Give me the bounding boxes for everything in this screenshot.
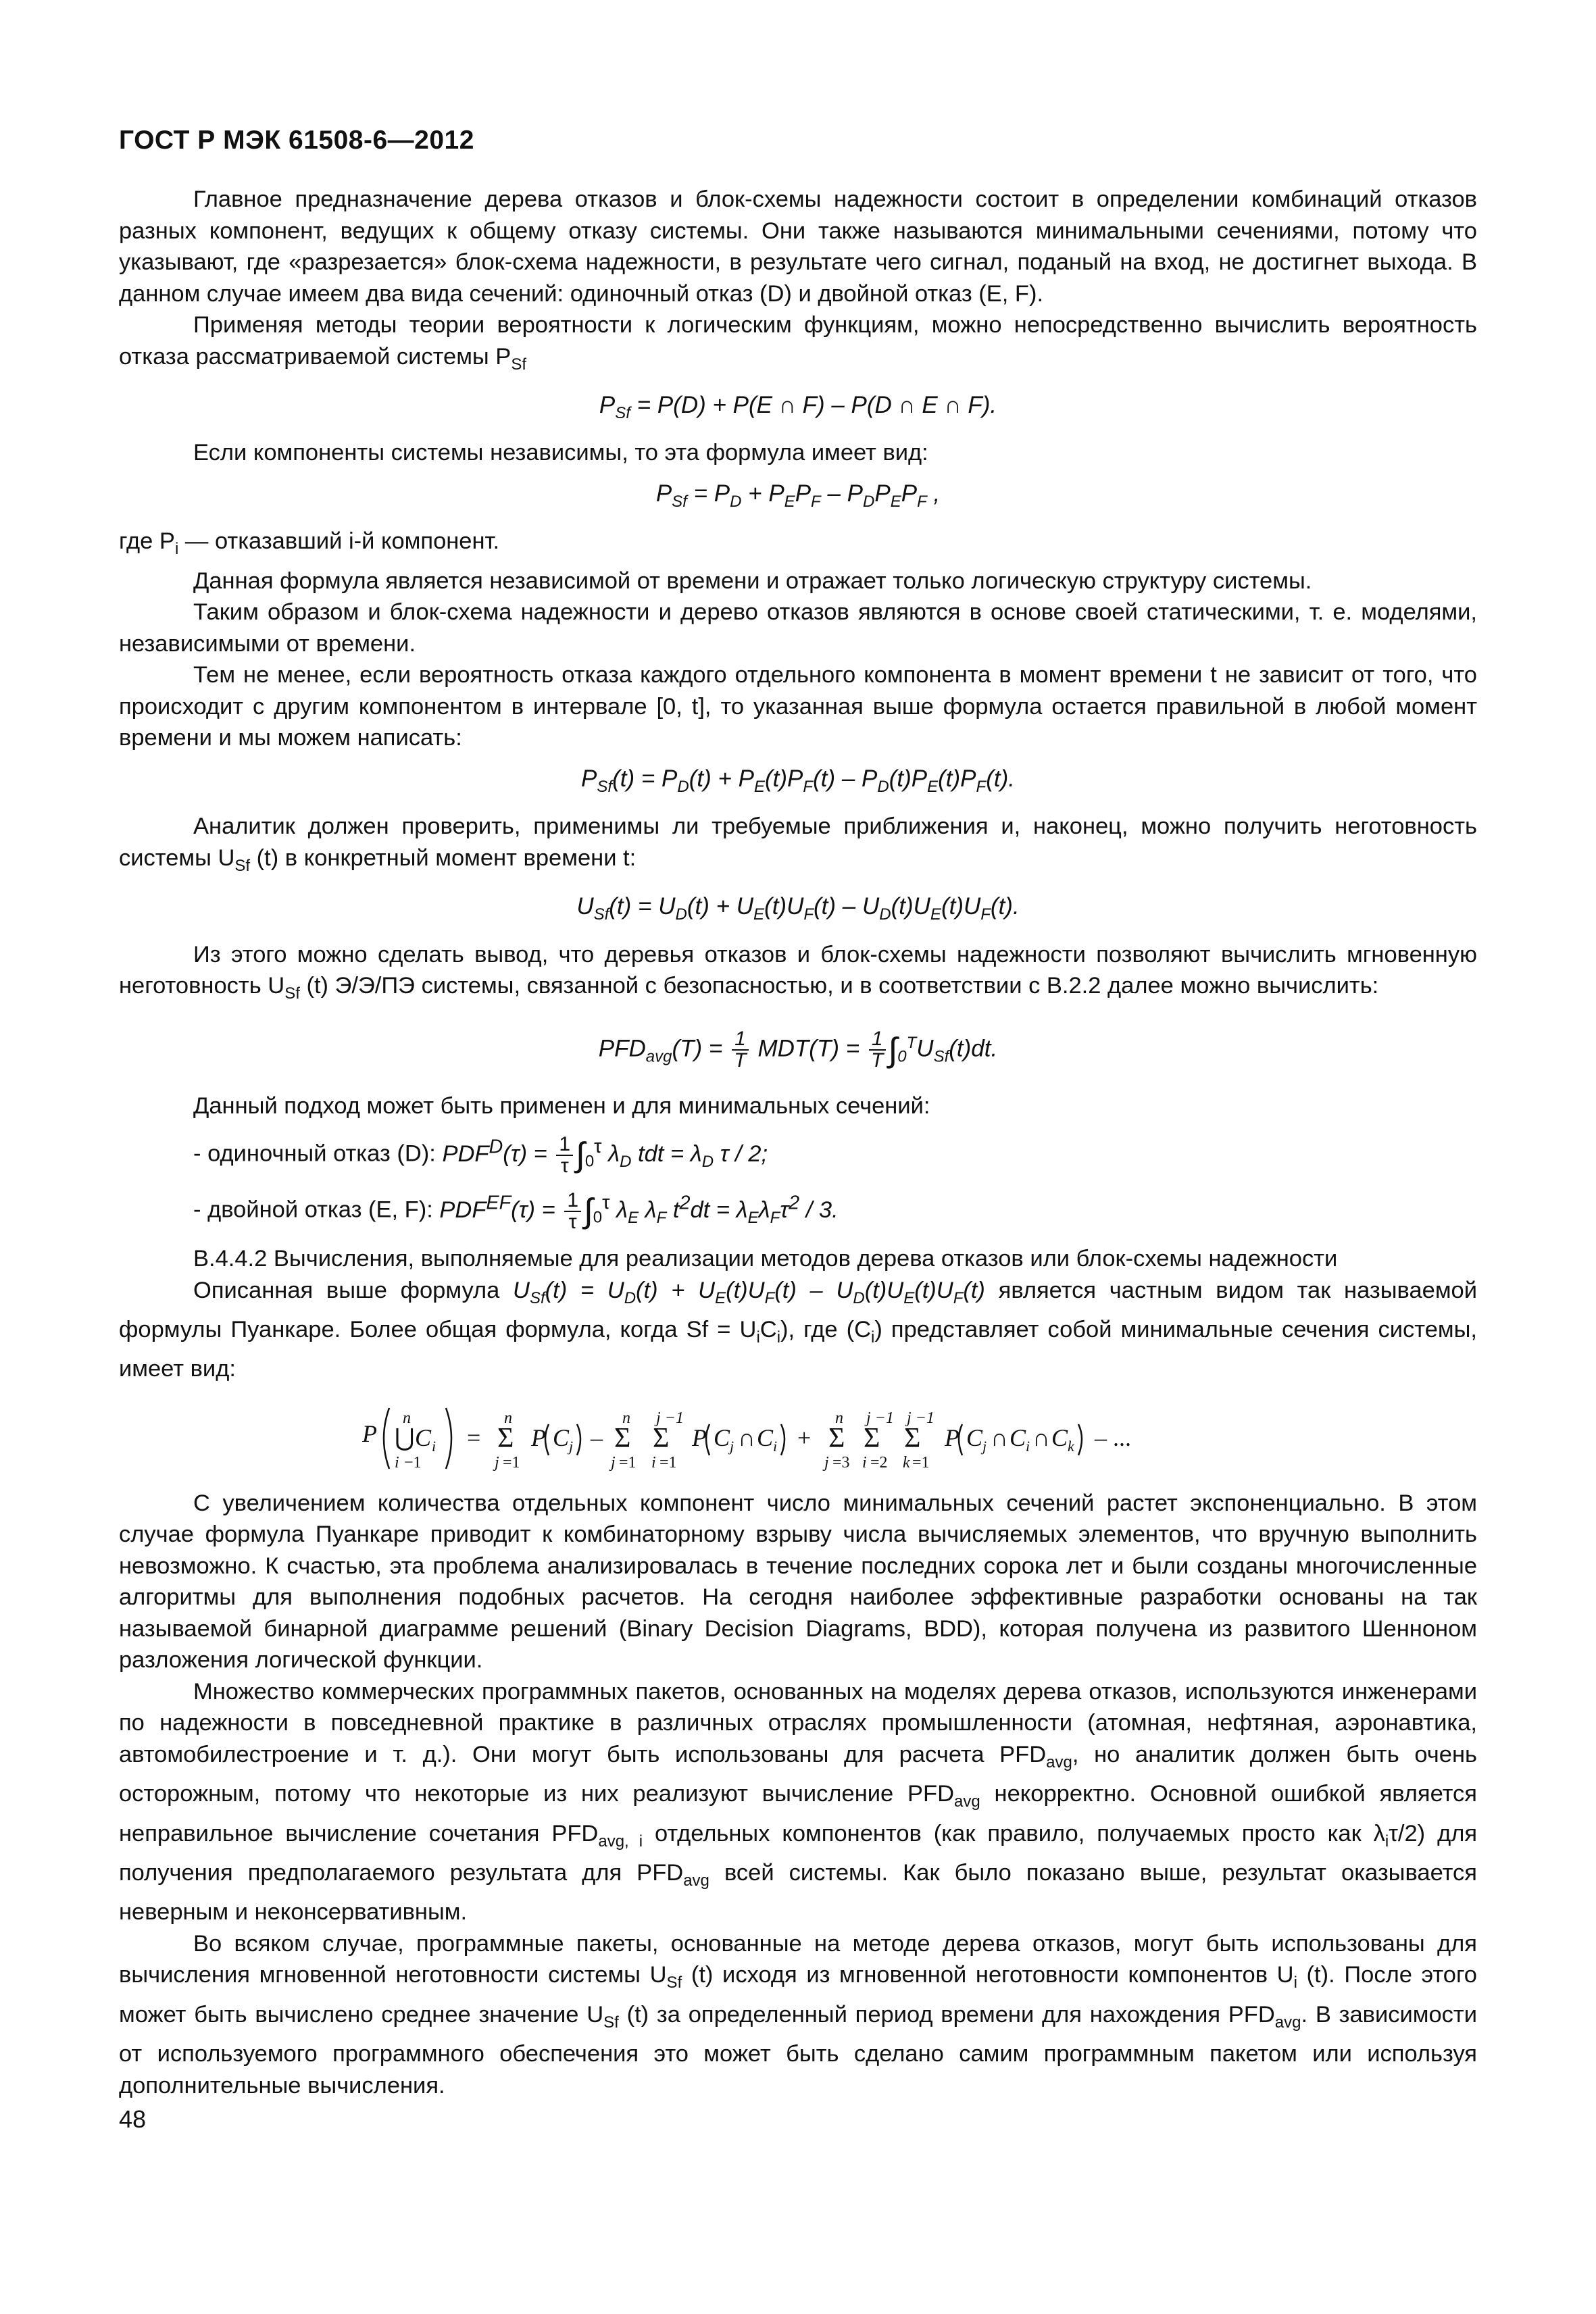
svg-text:=1: =1: [659, 1453, 677, 1472]
svg-text:n: n: [835, 1409, 843, 1427]
svg-text:n: n: [622, 1409, 630, 1427]
svg-text:∩: ∩: [991, 1424, 1008, 1451]
svg-text:C: C: [1051, 1424, 1068, 1451]
svg-text:i: i: [651, 1453, 656, 1472]
paragraph-13: Множество коммерческих программных пакетов, основанных на моделях дерева отказов, используются инженерами по надежности в повседневной практике в различных отраслях промышленности (атомная, нефтяная, аэронавтика, автомобилестроение и т. д.). Они могут быть использованы для расчета $PFD_{avg}$, но аналитик должен быть очень осторожным, потому что некоторые из них реализуют вычисление $PFD_{avg}$ некорректно. Основной ошибкой является неправильное вычисление сочетания $PFD_{avg, i}$ отдельных компонентов (как правило, получаемых просто как $\lambda_i\tau/2$) для получения предполагаемого результата для $PFD_{avg}$ всей системы. Как было показано выше, результат оказывается неверным и неконсервативным.: [119, 1678, 1478, 1926]
svg-text:∩: ∩: [1032, 1424, 1050, 1451]
svg-text:j: j: [730, 1437, 734, 1455]
svg-text:j: j: [611, 1453, 616, 1472]
formula-pfd-avg: $PFD_{avg}(T)$ = $\frac{1}{T}$ MDT(T) = $\frac{1}{T}$ $\int_0^TU_{Sf}(t)dt$.: [598, 1027, 998, 1072]
paragraph-12: С увеличением количества отдельных компонент число минимальных сечений растет экспоненциально. В этом случае формула Пуанкаре приводит к комбинаторному взрыву числа вычисляемых элементов, что вручную выполнить невозможно. К счастью, эта проблема анализировалась в течение последних сорока лет и были созданы многочисленные алгоритмы для выполнения подобных расчетов. На сегодня наиболее эффективные разработки основаны на так называемой бинарной диаграмме решений (Binary Decision Diagrams, BDD), которая получена из развитого Шенноном разложения логической функции.: [119, 1490, 1477, 1674]
paragraph-11: Описанная выше формула $U_{Sf}(t) = U_D(t) + U_E(t)U_F(t) - U_D(t)U_E(t)U_F(t)$ является частным видом так называемой формулы Пуанкаре. Более общая формула, когда $Sf = U_iC_i$), где $(C_i)$ представляет собой минимальные сечения системы, имеет вид:: [119, 1277, 1477, 1382]
formula-poincare: [119, 1394, 1477, 1474]
paragraph-6: Таким образом и блок-схема надежности и дерево отказов являются в основе своей статическими, т. е. моделями, независимыми от времени.: [119, 599, 1477, 657]
svg-text:P: P: [362, 1419, 377, 1447]
formula-usf-t: $U_{Sf}(t) = U_D(t) + U_E(t)U_F(t) - U_D(t)U_E(t)U_F(t)$.: [576, 893, 1020, 924]
svg-text:P: P: [692, 1424, 707, 1451]
svg-text:=2: =2: [870, 1453, 888, 1472]
paragraph-5: Данная формула является независимой от времени и отражает только логическую структуру системы.: [193, 568, 1312, 594]
paragraph-2: Применяя методы теории вероятности к логическим функциям, можно непосредственно вычислить вероятность отказа рассматриваемой системы $P_{Sf}$: [119, 312, 1477, 374]
svg-text:P: P: [531, 1424, 546, 1451]
svg-text:C: C: [714, 1424, 730, 1451]
document-header: ГОСТ Р МЭК 61508-6—2012: [119, 126, 474, 155]
paragraph-9: Из этого можно сделать вывод, что деревья отказов и блок-схемы надежности позволяют вычислить мгновенную неготовность $U_{Sf}$ (t) Э/Э/ПЭ системы, связанной с безопасностью, и в соответствии с В.2.2 далее можно вычислить:: [119, 941, 1477, 1003]
svg-text:=1: =1: [912, 1453, 930, 1472]
svg-text:P: P: [945, 1424, 959, 1451]
svg-text:⋃: ⋃: [395, 1424, 415, 1451]
svg-text:i: i: [862, 1453, 867, 1472]
poincare-formula-svg: [362, 1394, 1335, 1474]
formula-single-failure: - одиночный отказ (D): $PDF^D(\tau)$ = $\frac{1}{\tau}$ $\int_0^\tau$ $\lambda_D$ tdt = $\lambda_D$ τ / 2;: [193, 1132, 768, 1177]
paragraph-8: Аналитик должен проверить, применимы ли требуемые приближения и, наконец, можно получить неготовность системы $U_{Sf}$ (t) в конкретный момент времени t:: [119, 813, 1477, 875]
paragraph-7: Тем не менее, если вероятность отказа каждого отдельного компонента в момент времени t не зависит от того, что происходит с другим компонентом в интервале [0, t], то указанная выше формула остается правильной в любой момент времени и мы можем написать:: [119, 662, 1477, 751]
svg-text:Σ: Σ: [614, 1422, 631, 1454]
svg-text:n: n: [403, 1409, 411, 1427]
svg-text:j −1: j −1: [656, 1409, 684, 1427]
svg-text:k: k: [903, 1453, 910, 1472]
svg-text:−1: −1: [404, 1453, 422, 1472]
svg-text:j: j: [569, 1437, 574, 1455]
svg-text:=1: =1: [619, 1453, 637, 1472]
paragraph-1: Главное предназначение дерева отказов и блок-схемы надежности состоит в определении комбинаций отказов разных компонент, ведущих к общему отказу системы. Они также называются минимальными сечениями, потому что указывают, где «разрезается» блок-схема надежности, в результате чего сигнал, поданый на вход, не достигнет выхода. В данном случае имеем два вида сечений: одиночный отказ (D) и двойной отказ (E, F).: [119, 186, 1477, 307]
formula-double-failure: - двойной отказ (E, F): $PDF^{EF}(\tau)$ = $\frac{1}{\tau}$ $\int_0^\tau$ $\lambda_E$ $\lambda_F$ $t^2dt = \lambda_E\lambda_F\tau^2 / 3$.: [193, 1188, 839, 1233]
paragraph-4: где $P_i$ — отказавший i-й компонент.: [119, 528, 500, 559]
svg-text:i: i: [395, 1453, 399, 1472]
svg-text:=1: =1: [503, 1453, 520, 1472]
formula-psf-t: $P_{Sf}(t) = P_D(t) + P_E(t)P_F(t) - P_D(t)P_E(t)P_F(t)$.: [581, 765, 1015, 796]
paragraph-10: Данный подход может быть применен и для минимальных сечений:: [193, 1092, 930, 1119]
page-number: 48: [119, 2105, 147, 2133]
svg-text:Σ: Σ: [497, 1422, 514, 1454]
svg-text:i: i: [773, 1437, 778, 1455]
svg-text:=: =: [467, 1424, 481, 1451]
svg-text:k: k: [1068, 1437, 1074, 1455]
paragraph-14: Во всяком случае, программные пакеты, основанные на методе дерева отказов, могут быть использованы для вычисления мгновенной неготовности системы $U_{Sf}$ (t) исходя из мгновенной неготовности компонентов $U_i$ (t). После этого может быть вычислено среднее значение $U_{Sf}$ (t) за определенный период времени для нахождения $PFD_{avg}$. В зависимости от используемого программного обеспечения это может быть сделано самим программным пакетом или используя дополнительные вычисления.: [119, 1930, 1477, 2098]
svg-text:C: C: [966, 1424, 983, 1451]
svg-text:Σ: Σ: [653, 1422, 670, 1454]
svg-text:C: C: [553, 1424, 570, 1451]
svg-text:Σ: Σ: [864, 1422, 880, 1454]
section-b442: В.4.4.2 Вычисления, выполняемые для реализации методов дерева отказов или блок-схемы надежности: [193, 1246, 1338, 1272]
svg-text:C: C: [757, 1424, 774, 1451]
svg-text:C: C: [415, 1424, 432, 1451]
svg-text:i: i: [1026, 1437, 1030, 1455]
svg-text:– ...: – ...: [1095, 1424, 1131, 1451]
svg-text:–: –: [591, 1424, 603, 1451]
svg-text:n: n: [504, 1409, 512, 1427]
svg-text:j: j: [495, 1453, 499, 1472]
svg-text:=3: =3: [832, 1453, 850, 1472]
svg-text:j −1: j −1: [907, 1409, 934, 1427]
svg-text:j: j: [824, 1453, 829, 1472]
svg-text:Σ: Σ: [828, 1422, 845, 1454]
svg-text:j −1: j −1: [866, 1409, 894, 1427]
paragraph-3: Если компоненты системы независимы, то эта формула имеет вид:: [193, 440, 928, 466]
svg-text:∩: ∩: [738, 1424, 755, 1451]
svg-text:Σ: Σ: [904, 1422, 921, 1454]
svg-text:j: j: [982, 1437, 987, 1455]
document-body: [119, 184, 1477, 2101]
svg-text:+: +: [797, 1424, 812, 1451]
svg-text:i: i: [432, 1437, 437, 1455]
formula-psf-independent: $P_{Sf} = P_D + P_EP_F - P_DP_EP_F$ ,: [655, 480, 941, 511]
svg-text:C: C: [1009, 1424, 1026, 1451]
formula-psf: $P_{Sf} = P(D) + P(E$ ∩ F) – P(D ∩ E ∩ F).: [599, 391, 997, 422]
